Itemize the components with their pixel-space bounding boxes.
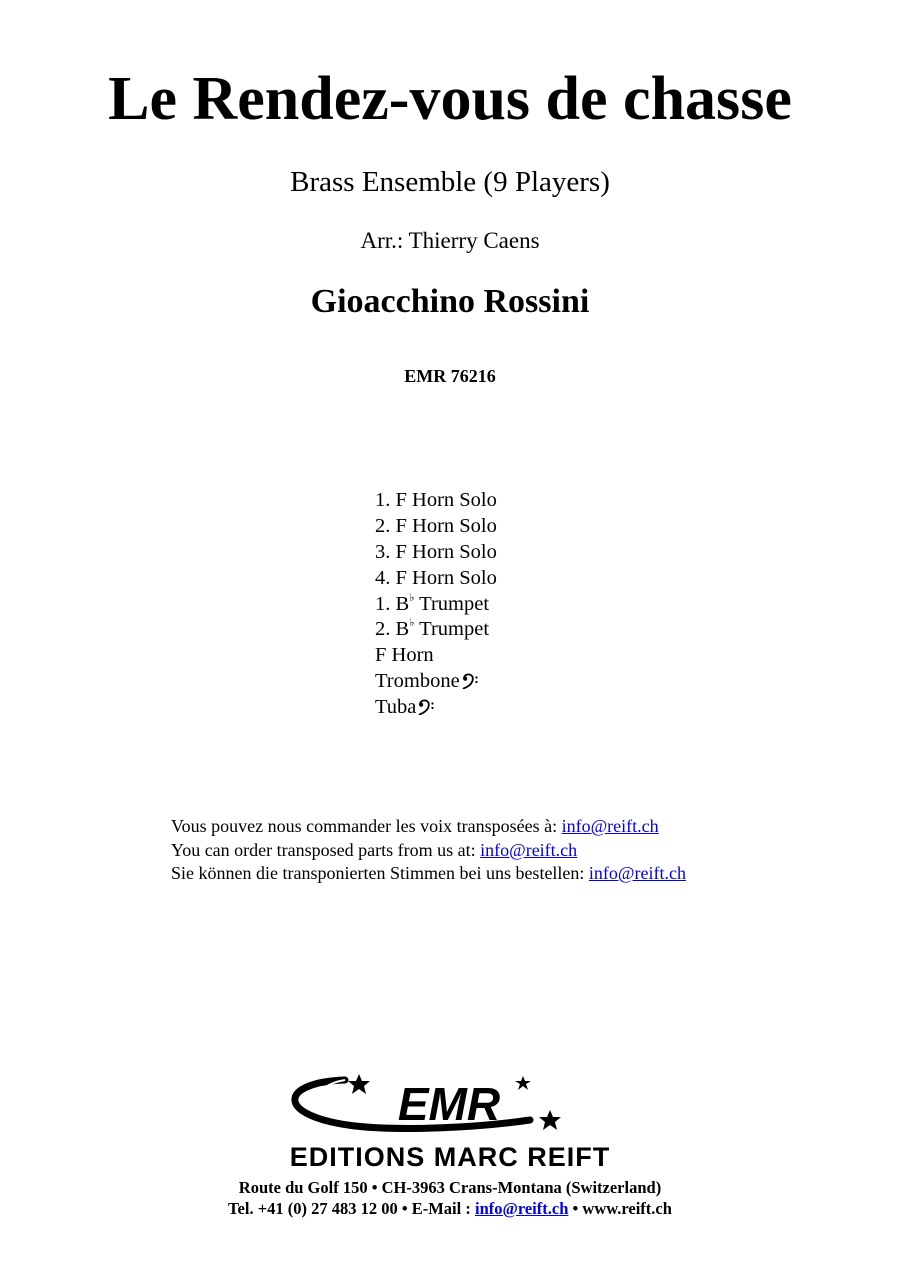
order-info-french: Vous pouvez nous commander les voix transposées à: info@reift.ch bbox=[171, 816, 659, 836]
bass-clef-icon bbox=[461, 673, 479, 689]
instrument-item: 2. B♭ Trumpet bbox=[375, 617, 490, 641]
email-link[interactable]: info@reift.ch bbox=[561, 816, 659, 836]
catalog-number: EMR 76216 bbox=[404, 366, 496, 386]
star-icon bbox=[348, 1074, 370, 1094]
instrument-item: 1. B♭ Trumpet bbox=[375, 591, 490, 615]
instrument-item: 1. F Horn Solo bbox=[375, 489, 497, 511]
bass-clef-icon bbox=[417, 699, 435, 715]
website-text: • www.reift.ch bbox=[568, 1199, 672, 1218]
instrument-item: 2. F Horn Solo bbox=[375, 514, 497, 537]
publisher-contact bbox=[0, 1198, 900, 1219]
logo-publisher-name: EDITIONS MARC REIFT bbox=[289, 1142, 611, 1172]
emr-logo bbox=[225, 1068, 675, 1176]
composer-name: Gioacchino Rossini bbox=[310, 283, 590, 320]
order-info-german: Sie können die transponierten Stimmen bei uns bestellen: info@reift.ch bbox=[171, 863, 686, 883]
order-info-english: You can order transposed parts from us at: info@reift.ch bbox=[171, 839, 578, 860]
instrument-item: 4. F Horn Solo bbox=[375, 566, 497, 589]
publisher-address: Route du Golf 150 • CH-3963 Crans-Montana (Switzerland) bbox=[238, 1178, 662, 1197]
phone-text: Tel. +41 (0) 27 483 12 00 • E-Mail : bbox=[228, 1199, 475, 1218]
footer-email-link[interactable]: info@reift.ch bbox=[474, 1199, 569, 1218]
star-icon bbox=[515, 1076, 531, 1090]
flat-sign-icon: ♭ bbox=[409, 591, 415, 604]
ensemble-subtitle: Brass Ensemble (9 Players) bbox=[290, 166, 610, 198]
email-link[interactable]: info@reift.ch bbox=[480, 839, 578, 860]
arranger-credit: Arr.: Thierry Caens bbox=[360, 228, 540, 253]
email-link[interactable]: info@reift.ch bbox=[588, 863, 686, 883]
flat-sign-icon: ♭ bbox=[409, 617, 415, 630]
instrument-list bbox=[375, 488, 497, 721]
instrument-item: F Horn bbox=[375, 644, 434, 667]
piece-title: Le Rendez-vous de chasse bbox=[108, 65, 792, 133]
logo-wordmark: EMR bbox=[397, 1078, 501, 1130]
order-info bbox=[171, 815, 686, 886]
instrument-item: 3. F Horn Solo bbox=[375, 540, 497, 563]
instrument-item: Trombone bbox=[375, 669, 497, 695]
instrument-item: Tuba bbox=[375, 695, 497, 721]
star-icon bbox=[539, 1110, 561, 1130]
